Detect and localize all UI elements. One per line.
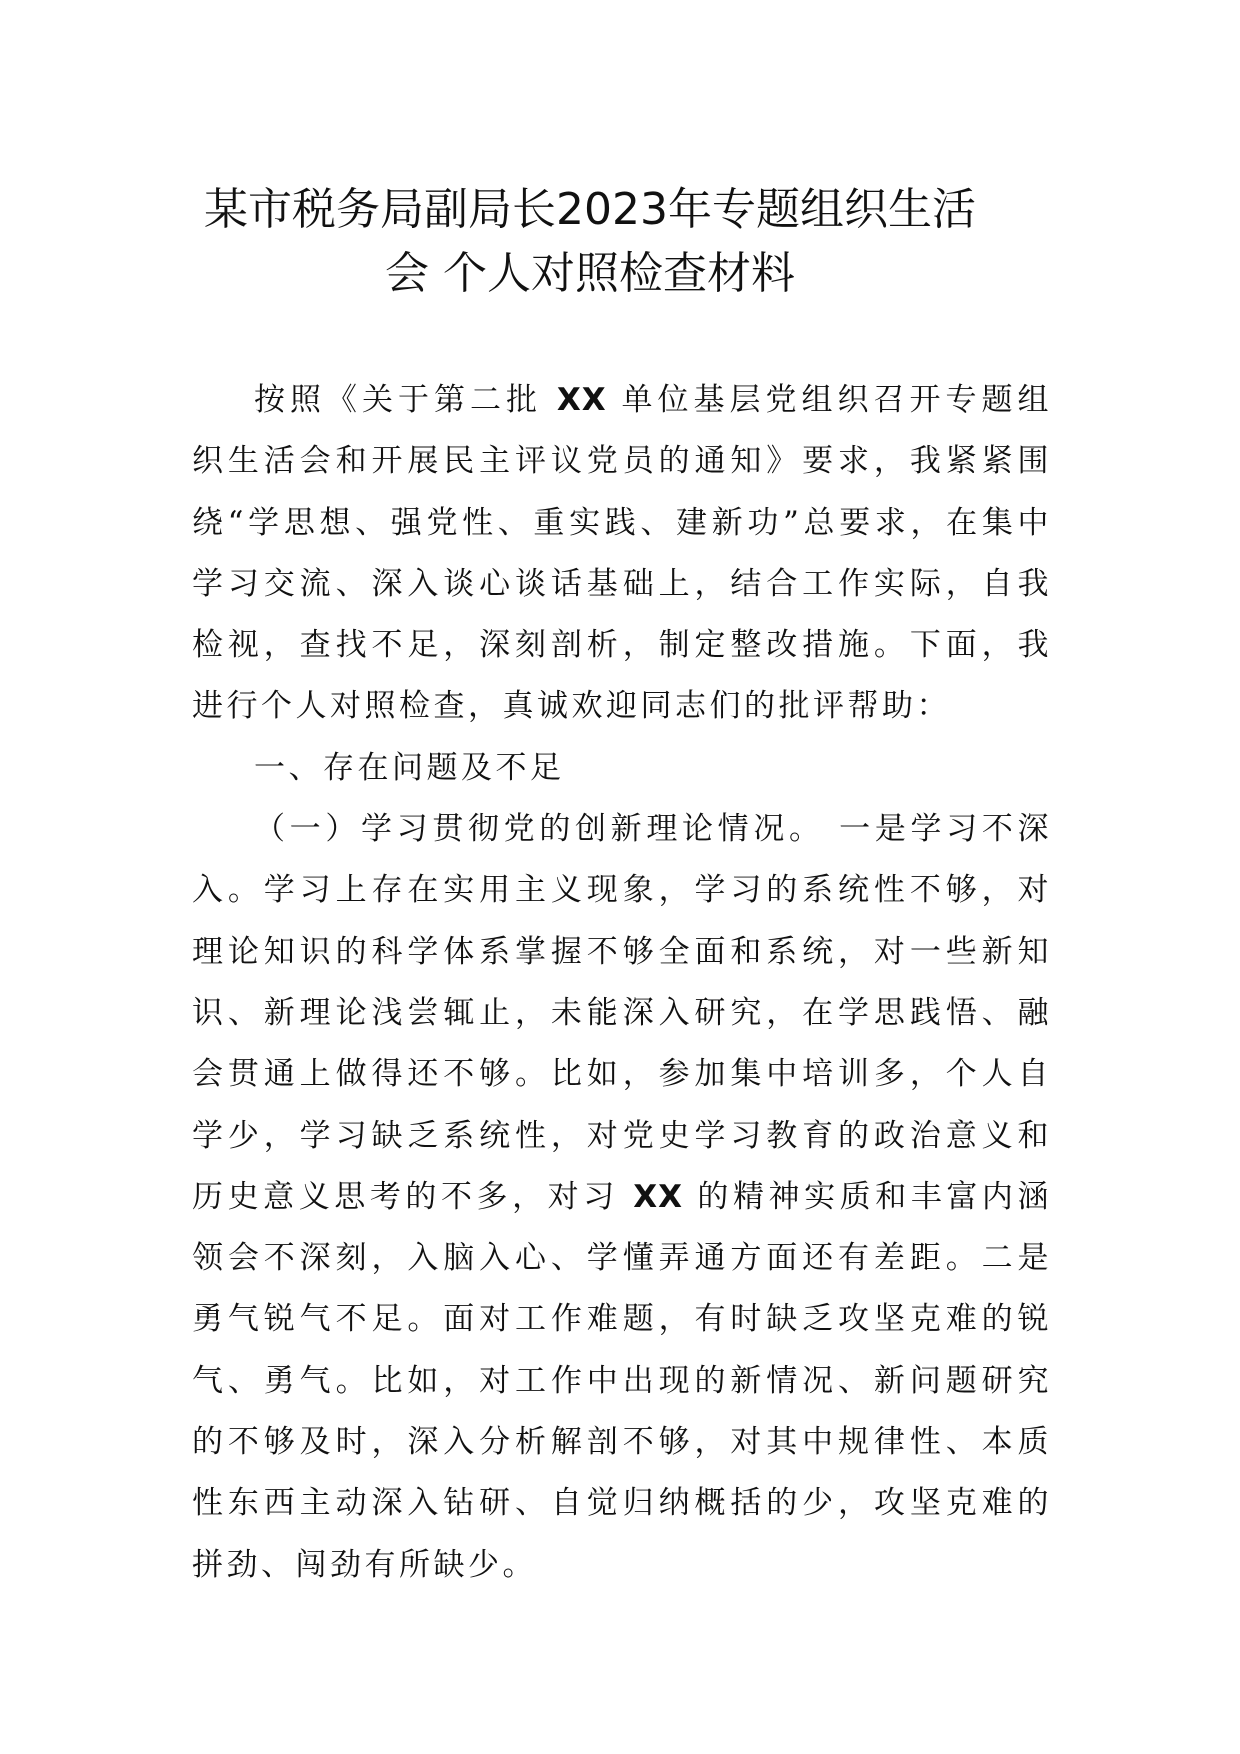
subsection-paragraph-theory-study	[192, 799, 1052, 1596]
intro-placeholder-xx: XX	[556, 382, 607, 418]
title-line-1: 某市税务局副局长2023年专题组织生活	[204, 184, 976, 235]
section-heading-problems: 一、存在问题及不足	[254, 749, 565, 786]
document-title	[150, 178, 1030, 306]
document-body	[192, 370, 1052, 1596]
title-line-2: 会 个人对照检查材料	[385, 248, 795, 299]
subsection-text-part-2: 的精神实质和丰富内涵领会不深刻，入脑入心、学懂弄通方面还有差距。二是勇气锐气不足。面对工作难题，有时缺乏攻坚克难的锐气、勇气。比如，对工作中出现的新情况、新问题研究的不够及时，深入分析解剖不够，对其中规律性、本质性东西主动深入钻研、自觉归纳概括的少，攻坚克难的拼劲、闯劲有所缺少。	[192, 1178, 1052, 1583]
subsection-text-part-1: （一）学习贯彻党的创新理论情况。 一是学习不深入。学习上存在实用主义现象，学习的系统性不够，对理论知识的科学体系掌握不够全面和系统，对一些新知识、新理论浅尝辄止，未能深入研究，在学思践悟、融会贯通上做得还不够。比如，参加集中培训多，个人自学少，学习缺乏系统性，对党史学习教育的政治意义和历史意义思考的不多，对习	[192, 811, 1052, 1215]
subsection-placeholder-xx: XX	[633, 1178, 683, 1215]
intro-text-part-1: 按照《关于第二批	[254, 382, 557, 418]
intro-paragraph	[192, 370, 1052, 738]
intro-text-part-2: 单位基层党组织召开专题组织生活会和开展民主评议党员的通知》要求，我紧紧围绕“学思想、强党性、重实践、建新功”总要求，在集中学习交流、深入谈心谈话基础上，结合工作实际，自我检视，查找不足，深刻剖析，制定整改措施。下面，我进行个人对照检查，真诚欢迎同志们的批评帮助：	[192, 382, 1052, 725]
